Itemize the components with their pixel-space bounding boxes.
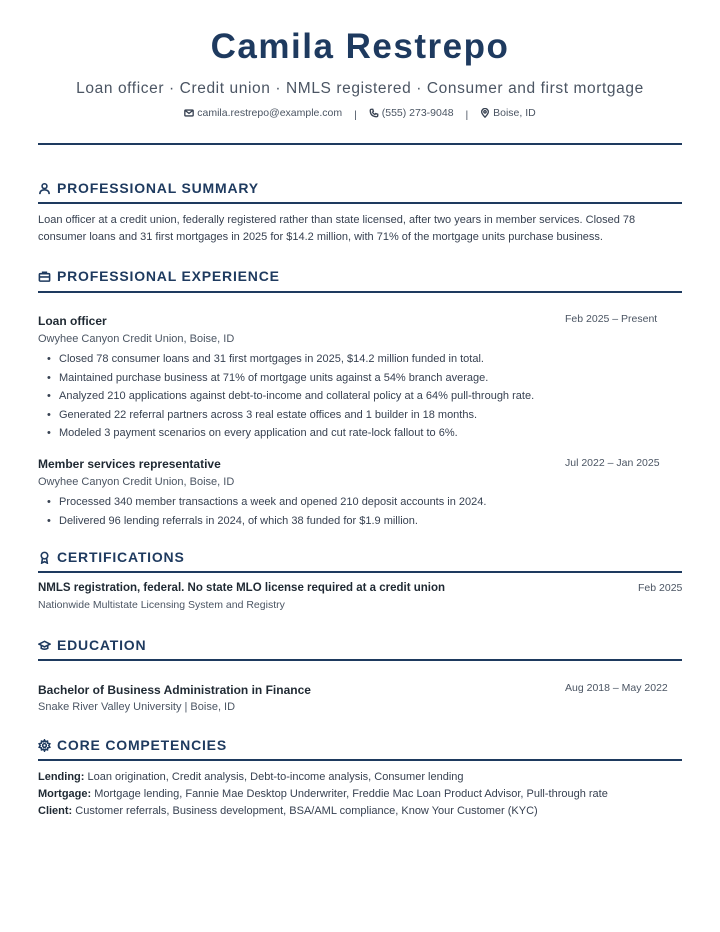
section-heading-experience (38, 268, 682, 284)
job-title: Loan officer (38, 314, 107, 328)
section-heading-summary (38, 180, 682, 196)
section-title: CORE COMPETENCIES (57, 737, 227, 753)
job-bullets (38, 351, 678, 444)
bullet-item: • Generated 22 referral partners across 3 real estate offices and 1 builder in 18 months. (38, 407, 678, 426)
competency-label: Mortgage: (38, 788, 92, 800)
award-icon (38, 551, 51, 564)
job-dates: Feb 2025 – Present (565, 313, 658, 325)
contact-bar (0, 107, 720, 121)
phone-icon (369, 108, 379, 118)
degree-title: Bachelor of Business Administration in Finance (38, 683, 311, 697)
section-divider (38, 659, 682, 661)
education-dates: Aug 2018 – May 2022 (565, 682, 668, 694)
separator: | (354, 109, 357, 121)
job-employer: Owyhee Canyon Credit Union, Boise, ID (38, 333, 235, 345)
certification-title: NMLS registration, federal. No state MLO license required at a credit union (38, 582, 446, 594)
section-heading-education (38, 637, 682, 653)
gear-icon (38, 739, 51, 752)
mail-icon (184, 108, 194, 118)
competency-value: Loan origination, Credit analysis, Debt-to-income analysis, Consumer lending (87, 771, 464, 783)
contact-email[interactable] (184, 107, 342, 119)
section-heading-competencies (38, 737, 682, 753)
section-title: PROFESSIONAL EXPERIENCE (57, 268, 280, 284)
competency-row (38, 805, 538, 817)
job-employer: Owyhee Canyon Credit Union, Boise, ID (38, 476, 235, 488)
person-icon (38, 182, 51, 195)
bullet-item: • Delivered 96 lending referrals in 2024, of which 38 funded for $1.9 million. (38, 513, 678, 532)
candidate-name: Camila Restrepo (210, 27, 510, 66)
bullet-item: • Maintained purchase business at 71% of mortgage units against a 54% branch average. (38, 370, 678, 389)
graduation-cap-icon (38, 639, 51, 652)
competency-row (38, 771, 464, 783)
competency-value: Mortgage lending, Fannie Mae Desktop Underwriter, Freddie Mac Loan Product Advisor, Pull-through rate (94, 788, 608, 800)
phone-text: (555) 273-9048 (381, 107, 454, 119)
briefcase-icon (38, 270, 51, 283)
certification-date: Feb 2025 (638, 582, 683, 594)
tagline: Loan officer · Credit union · NMLS registered · Consumer and first mortgage (76, 80, 644, 97)
header-divider (38, 143, 682, 145)
bullet-item: • Closed 78 consumer loans and 31 first mortgages in 2025, $14.2 million funded in total. (38, 351, 678, 370)
job-dates: Jul 2022 – Jan 2025 (565, 457, 660, 469)
contact-location (480, 107, 536, 119)
certification-issuer: Nationwide Multistate Licensing System and Registry (38, 599, 285, 611)
section-title: PROFESSIONAL SUMMARY (57, 180, 259, 196)
section-divider (38, 291, 682, 293)
location-text: Boise, ID (493, 107, 536, 119)
email-text: camila.restrepo@example.com (197, 107, 343, 119)
section-heading-certifications (38, 549, 682, 565)
bullet-item: • Processed 340 member transactions a week and opened 210 deposit accounts in 2024. (38, 494, 678, 513)
section-title: CERTIFICATIONS (57, 549, 185, 565)
section-title: EDUCATION (57, 637, 147, 653)
summary-text: Loan officer at a credit union, federally registered rather than state licensed, after two years in member services. Closed 78 consumer loans and 31 first mortgages in 2025 for $14.2 million, with 71% of the mortgage units purchase business. (38, 214, 636, 243)
job-title: Member services representative (38, 457, 221, 471)
section-divider (38, 759, 682, 761)
education-school: Snake River Valley University | Boise, ID (38, 701, 236, 713)
bullet-item: • Modeled 3 payment scenarios on every application and cut rate-lock fallout to 6%. (38, 425, 678, 444)
competency-value: Customer referrals, Business development, BSA/AML compliance, Know Your Customer (KYC) (75, 805, 538, 817)
competency-label: Client: (38, 805, 73, 817)
contact-phone[interactable] (369, 107, 454, 119)
bullet-item: • Analyzed 210 applications against debt-to-income and collateral policy at a 64% pull-through rate. (38, 388, 678, 407)
section-divider (38, 571, 682, 573)
section-divider (38, 202, 682, 204)
competency-label: Lending: (38, 771, 85, 783)
location-pin-icon (480, 108, 490, 118)
separator: | (465, 109, 469, 121)
job-bullets (38, 494, 678, 531)
competency-row (38, 788, 608, 800)
